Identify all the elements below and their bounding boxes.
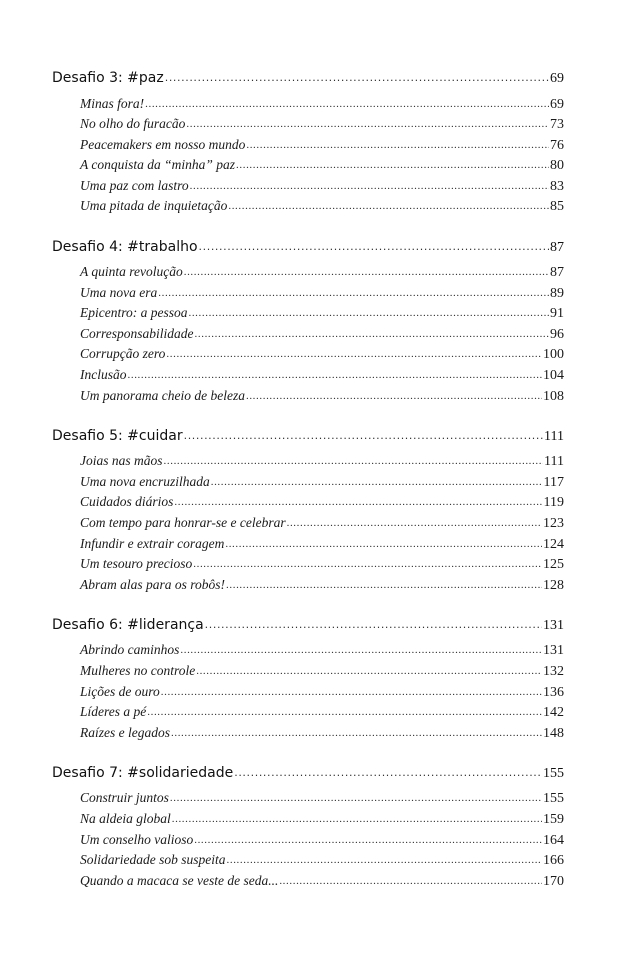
dot-leader [165,68,549,82]
dot-leader [195,324,549,338]
entry-title: Uma nova encruzilhada [80,473,210,489]
dot-leader [190,176,549,190]
entry-page: 148 [543,725,564,741]
entry-title: No olho do furacão [80,116,186,132]
dot-leader [227,851,543,865]
toc-entry[interactable] [52,534,564,555]
chapter-section [52,237,564,407]
dot-leader [194,830,542,844]
toc-entry[interactable] [52,830,564,851]
entry-page: 100 [543,347,564,363]
entry-title: Uma pitada de inquietação [80,198,228,214]
entry-title: Um panorama cheio de beleza [80,387,245,403]
dot-leader [199,237,549,251]
entry-page: 89 [550,285,564,301]
dot-leader [172,809,542,823]
table-of-contents [52,68,564,911]
entry-title: Minas fora! [80,95,145,111]
entry-page: 117 [543,474,564,490]
dot-leader [171,723,542,737]
toc-entry[interactable] [52,115,564,136]
entry-title: Infundir e extrair coragem [80,535,225,551]
toc-entry[interactable] [52,703,564,724]
entry-title: Joias nas mãos [80,453,163,469]
toc-entry[interactable] [52,263,564,284]
dot-leader [186,115,549,129]
dot-leader [166,345,542,359]
dot-leader [225,534,542,548]
entry-page: 83 [550,178,564,194]
chapter-heading[interactable] [52,237,564,257]
toc-entry[interactable] [52,809,564,830]
dot-leader [161,682,542,696]
dot-leader [174,493,542,507]
toc-entry[interactable] [52,661,564,682]
toc-entry[interactable] [52,304,564,325]
dot-leader [164,452,544,466]
entry-page: 108 [543,388,564,404]
dot-leader [205,615,542,629]
entry-page: 128 [543,577,564,593]
entry-page: 155 [543,791,564,807]
toc-entry[interactable] [52,94,564,115]
toc-entry[interactable] [52,283,564,304]
toc-entry[interactable] [52,197,564,218]
dot-leader [184,426,543,440]
entry-title: Com tempo para honrar-se e celebrar [80,515,286,530]
entry-page: 91 [550,306,564,322]
entry-page: 119 [543,495,564,511]
entry-page: 73 [550,117,564,133]
dot-leader [188,304,549,318]
entry-page: 164 [543,832,564,848]
toc-entry[interactable] [52,789,564,810]
entry-page: 69 [550,96,564,112]
entry-title: Lições de ouro [80,683,160,699]
chapter-title: Desafio 6: #liderança [52,616,204,633]
entry-page: 142 [543,705,564,721]
entry-page: 125 [543,557,564,573]
chapter-section [52,68,564,218]
chapter-page: 69 [550,71,564,86]
toc-entry[interactable] [52,135,564,156]
toc-entry[interactable] [52,156,564,177]
chapter-title: Desafio 3: #paz [52,70,164,86]
toc-entry[interactable] [52,493,564,514]
entry-title: Corresponsabilidade [80,325,194,341]
entry-title: A conquista da “minha” paz [80,157,236,173]
entry-title: Abram alas para os robôs! [80,576,226,592]
toc-entry[interactable] [52,575,564,596]
entry-title: Líderes a pé [80,704,147,720]
dot-leader [170,789,542,803]
entry-page: 123 [543,516,564,531]
chapter-title: Desafio 5: #cuidar [52,427,183,444]
entry-page: 76 [550,137,564,153]
toc-entry[interactable] [52,641,564,662]
entry-title: Um conselho valioso [80,831,194,847]
entry-title: Abrindo caminhos [80,642,180,658]
entry-title: Mulheres no controle [80,662,196,678]
entry-title: Epicentro: a pessoa [80,305,188,321]
chapter-heading[interactable] [52,426,564,446]
toc-entry[interactable] [52,514,564,535]
toc-entry[interactable] [52,324,564,345]
chapter-page: 87 [550,239,564,255]
entry-title: Construir juntos [80,790,169,806]
toc-entry[interactable] [52,851,564,872]
toc-entry[interactable] [52,452,564,473]
dot-leader [145,94,549,108]
chapter-page: 155 [543,765,564,781]
entry-title: Cuidados diários [80,494,174,510]
entry-title: Peacemakers em nosso mundo [80,136,246,152]
entry-page: 132 [543,663,564,679]
entry-title: Solidariedade sob suspeita [80,852,226,868]
dot-leader [287,514,542,528]
entry-page: 170 [543,873,564,889]
entry-page: 96 [550,326,564,342]
dot-leader [158,283,549,297]
chapter-section [52,426,564,596]
toc-entry[interactable] [52,555,564,576]
dot-leader [228,197,549,211]
dot-leader [234,763,542,777]
entry-page: 159 [543,811,564,827]
entry-title: Um tesouro precioso [80,556,193,572]
entry-page: 124 [543,536,564,552]
dot-leader [184,263,549,277]
chapter-title: Desafio 7: #solidariedade [52,764,234,781]
entry-page: 85 [550,199,564,215]
entry-title: Inclusão [80,367,127,383]
dot-leader [193,555,542,569]
dot-leader [180,641,542,655]
dot-leader [246,386,542,400]
toc-entry[interactable] [52,176,564,197]
toc-entry[interactable] [52,345,564,366]
toc-entry[interactable] [52,723,564,744]
chapter-section [52,615,564,744]
entry-title: Uma paz com lastro [80,177,189,193]
dot-leader [147,703,542,717]
entry-title: Uma nova era [80,284,158,300]
entry-page: 104 [543,368,564,384]
chapter-page: 131 [543,617,564,633]
entry-page: 166 [543,853,564,869]
dot-leader [128,366,543,380]
entry-title: A quinta revolução [80,264,183,280]
entry-page: 80 [550,158,564,174]
dot-leader [236,156,549,170]
toc-entry[interactable] [52,472,564,493]
entry-title: Quando a macaca se veste de seda... [80,872,279,888]
toc-entry[interactable] [52,366,564,387]
chapter-title: Desafio 4: #trabalho [52,238,198,255]
entry-page: 136 [543,684,564,700]
dot-leader [211,472,543,486]
toc-entry[interactable] [52,871,564,892]
entry-title: Na aldeia global [80,810,171,826]
entry-title: Corrupção zero [80,346,166,362]
chapter-heading[interactable] [52,68,564,88]
entry-page: 131 [543,643,564,659]
chapter-page: 111 [544,428,564,444]
toc-entry[interactable] [52,682,564,703]
dot-leader [246,135,549,149]
chapter-section [52,763,564,892]
chapter-heading[interactable] [52,763,564,783]
dot-leader [196,661,542,675]
entry-title: Raízes e legados [80,724,170,740]
dot-leader [279,871,542,885]
chapter-heading[interactable] [52,615,564,635]
entry-page: 111 [544,454,564,470]
toc-entry[interactable] [52,386,564,407]
entry-page: 87 [550,265,564,281]
dot-leader [226,575,542,589]
